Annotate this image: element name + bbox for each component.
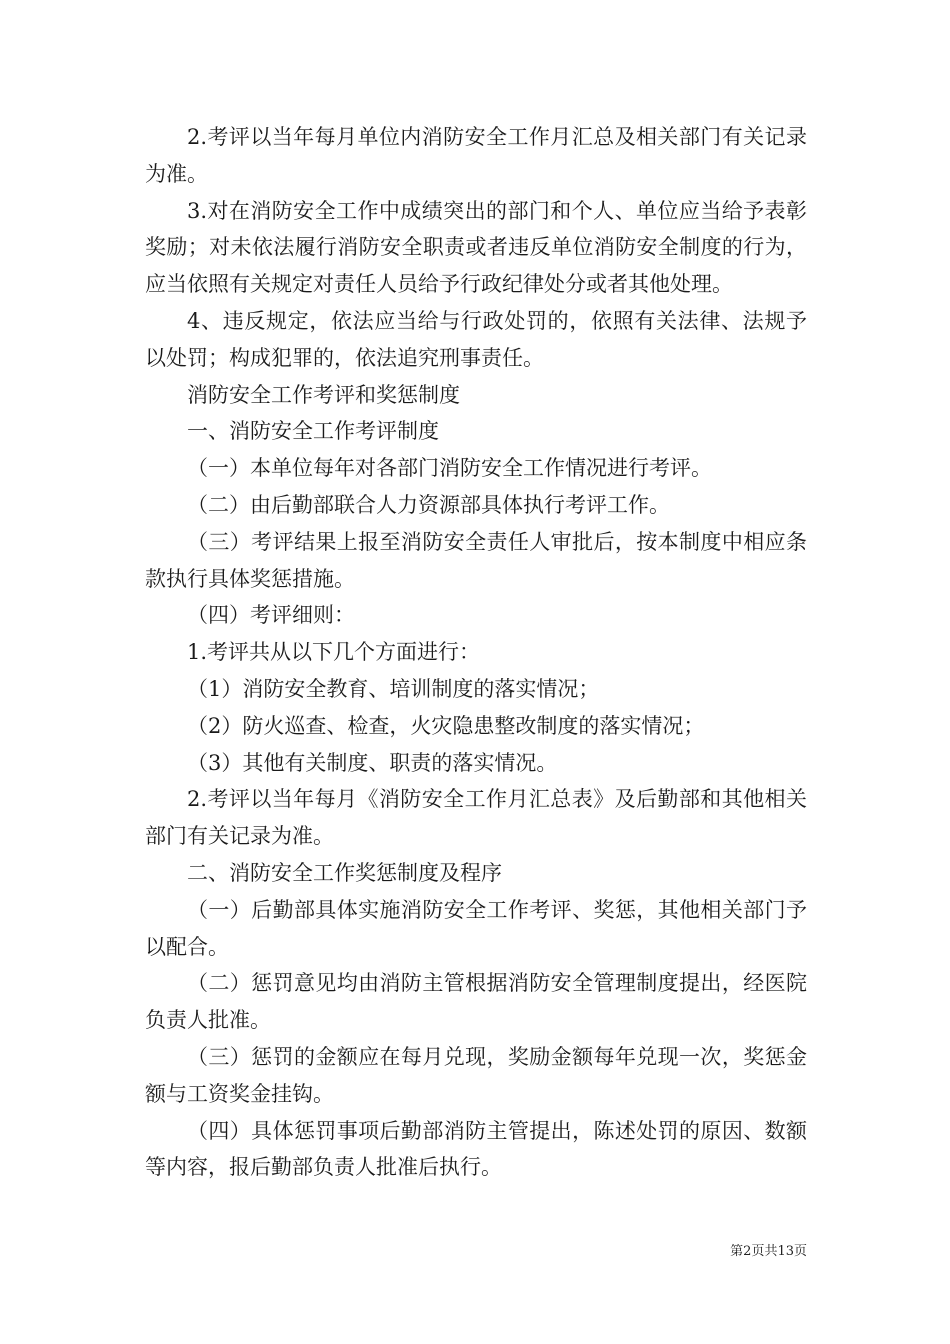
list-item: （一）本单位每年对各部门消防安全工作情况进行考评。: [187, 456, 712, 481]
list-item: （四）考评细则：: [187, 603, 355, 628]
list-item: （三）考评结果上报至消防安全责任人审批后，按本制度中相应条款执行具体奖惩措施。: [145, 529, 807, 591]
list-item: （1）消防安全教育、培训制度的落实情况；: [187, 676, 600, 701]
list-item: （三）惩罚的金额应在每月兑现，奖励金额每年兑现一次，奖惩金额与工资奖金挂钩。: [145, 1044, 807, 1106]
list-item: （二）由后勤部联合人力资源部具体执行考评工作。: [187, 492, 670, 517]
list-item: （3）其他有关制度、职责的落实情况。: [187, 750, 558, 775]
list-item: （一）后勤部具体实施消防安全工作考评、奖惩，其他相关部门予以配合。: [145, 897, 807, 959]
heading-reward-penalty-system: 二、消防安全工作奖惩制度及程序: [187, 860, 502, 885]
list-item: （二）惩罚意见均由消防主管根据消防安全管理制度提出，经医院负责人批准。: [145, 971, 807, 1033]
paragraph-evaluation-basis: 2.考评以当年每月单位内消防安全工作月汇总及相关部门有关记录为准。: [145, 125, 807, 186]
section-title: 消防安全工作考评和奖惩制度: [187, 382, 460, 407]
heading-evaluation-system: 一、消防安全工作考评制度: [187, 419, 439, 444]
list-item: 2.考评以当年每月《消防安全工作月汇总表》及后勤部和其他相关部门有关记录为准。: [145, 787, 807, 849]
list-item: （2）防火巡查、检查，火灾隐患整改制度的落实情况；: [187, 713, 705, 738]
page-number: 第2页共13页: [730, 1244, 807, 1259]
paragraph-rewards-penalties: 3.对在消防安全工作中成绩突出的部门和个人、单位应当给予表彰奖励；对未依法履行消防安全职责或者违反单位消防安全制度的行为，应当依照有关规定对责任人员给予行政纪律处分或者其他处理。: [145, 198, 807, 297]
list-item: （四）具体惩罚事项后勤部消防主管提出，陈述处罚的原因、数额等内容，报后勤部负责人批准后执行。: [145, 1118, 807, 1180]
list-item: 1.考评共从以下几个方面进行：: [187, 640, 481, 665]
document-body: [145, 119, 807, 1186]
paragraph-legal-liability: 4、违反规定，依法应当给与行政处罚的，依照有关法律、法规予以处罚；构成犯罪的，依法追究刑事责任。: [145, 308, 807, 370]
